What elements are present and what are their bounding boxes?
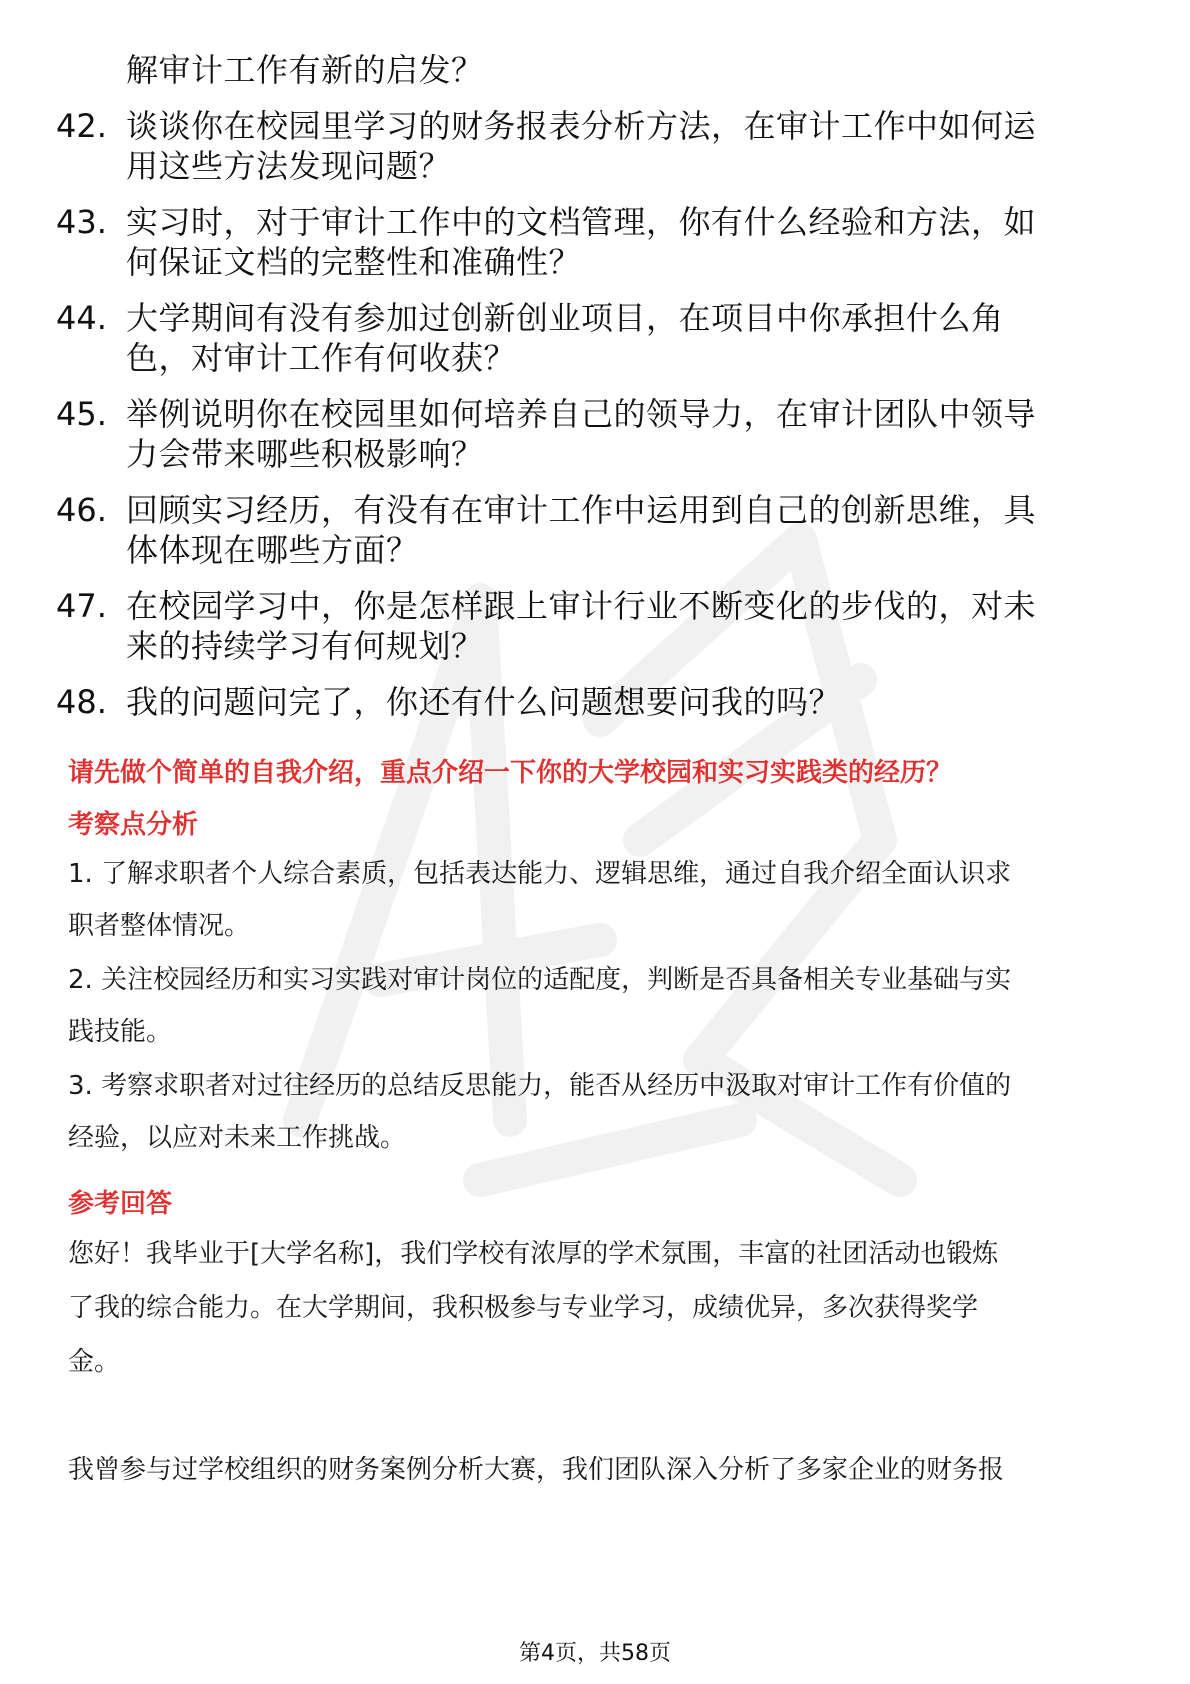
question-45-line2: 力会带来哪些积极影响？	[126, 435, 484, 473]
question-number: 45.	[56, 395, 107, 433]
question-43-line2: 何保证文档的完整性和准确性？	[126, 243, 582, 281]
interview-question-title: 请先做个简单的自我介绍，重点介绍一下你的大学校园和实习实践类的经历？	[68, 758, 953, 788]
answer-paragraph-1-line2: 了我的综合能力。在大学期间，我积极参与专业学习，成绩优异，多次获得奖学	[68, 1293, 979, 1323]
analysis-point-3-line1: 3. 考察求职者对过往经历的总结反思能力，能否从经历中汲取对审计工作有价值的	[68, 1071, 1012, 1101]
page-footer: 第4页，共58页	[519, 1641, 671, 1666]
question-46-line1: 回顾实习经历，有没有在审计工作中运用到自己的创新思维，具	[126, 491, 1037, 529]
answer-paragraph-1-line3: 金。	[68, 1347, 121, 1377]
answer-paragraph-1-line1: 您好！我毕业于[大学名称]，我们学校有浓厚的学术氛围，丰富的社团活动也锻炼	[68, 1239, 999, 1269]
question-number: 43.	[56, 203, 107, 241]
question-47-line1: 在校园学习中，你是怎样跟上审计行业不断变化的步伐的，对未	[126, 587, 1037, 625]
question-number: 46.	[56, 491, 107, 529]
question-number: 42.	[56, 107, 107, 145]
question-48-line1: 我的问题问完了，你还有什么问题想要问我的吗？	[126, 683, 842, 721]
question-47-line2: 来的持续学习有何规划？	[126, 627, 484, 665]
question-44-line2: 色，对审计工作有何收获？	[126, 339, 517, 377]
question-46-line2: 体体现在哪些方面？	[126, 531, 419, 569]
question-number: 47.	[56, 587, 107, 625]
question-43-line1: 实习时，对于审计工作中的文档管理，你有什么经验和方法，如	[126, 203, 1037, 241]
analysis-point-1-line2: 职者整体情况。	[68, 911, 251, 941]
analysis-point-2-line1: 2. 关注校园经历和实习实践对审计岗位的适配度，判断是否具备相关专业基础与实	[68, 965, 1012, 995]
analysis-heading: 考察点分析	[68, 810, 199, 840]
analysis-point-3-line2: 经验，以应对未来工作挑战。	[68, 1123, 407, 1153]
question-42-line1: 谈谈你在校园里学习的财务报表分析方法，在审计工作中如何运	[126, 107, 1037, 145]
question-number: 48.	[56, 683, 107, 721]
question-number: 44.	[56, 299, 107, 337]
analysis-point-1-line1: 1. 了解求职者个人综合素质，包括表达能力、逻辑思维，通过自我介绍全面认识求	[68, 859, 1012, 889]
answer-heading: 参考回答	[68, 1189, 173, 1219]
question-44-line1: 大学期间有没有参加过创新创业项目，在项目中你承担什么角	[126, 299, 1004, 337]
analysis-point-2-line2: 践技能。	[68, 1017, 173, 1047]
question-41-continuation: 解审计工作有新的启发？	[126, 51, 484, 89]
question-42-line2: 用这些方法发现问题？	[126, 147, 452, 185]
question-45-line1: 举例说明你在校园里如何培养自己的领导力，在审计团队中领导	[126, 395, 1037, 433]
answer-paragraph-2-line1: 我曾参与过学校组织的财务案例分析大赛，我们团队深入分析了多家企业的财务报	[68, 1455, 1005, 1485]
